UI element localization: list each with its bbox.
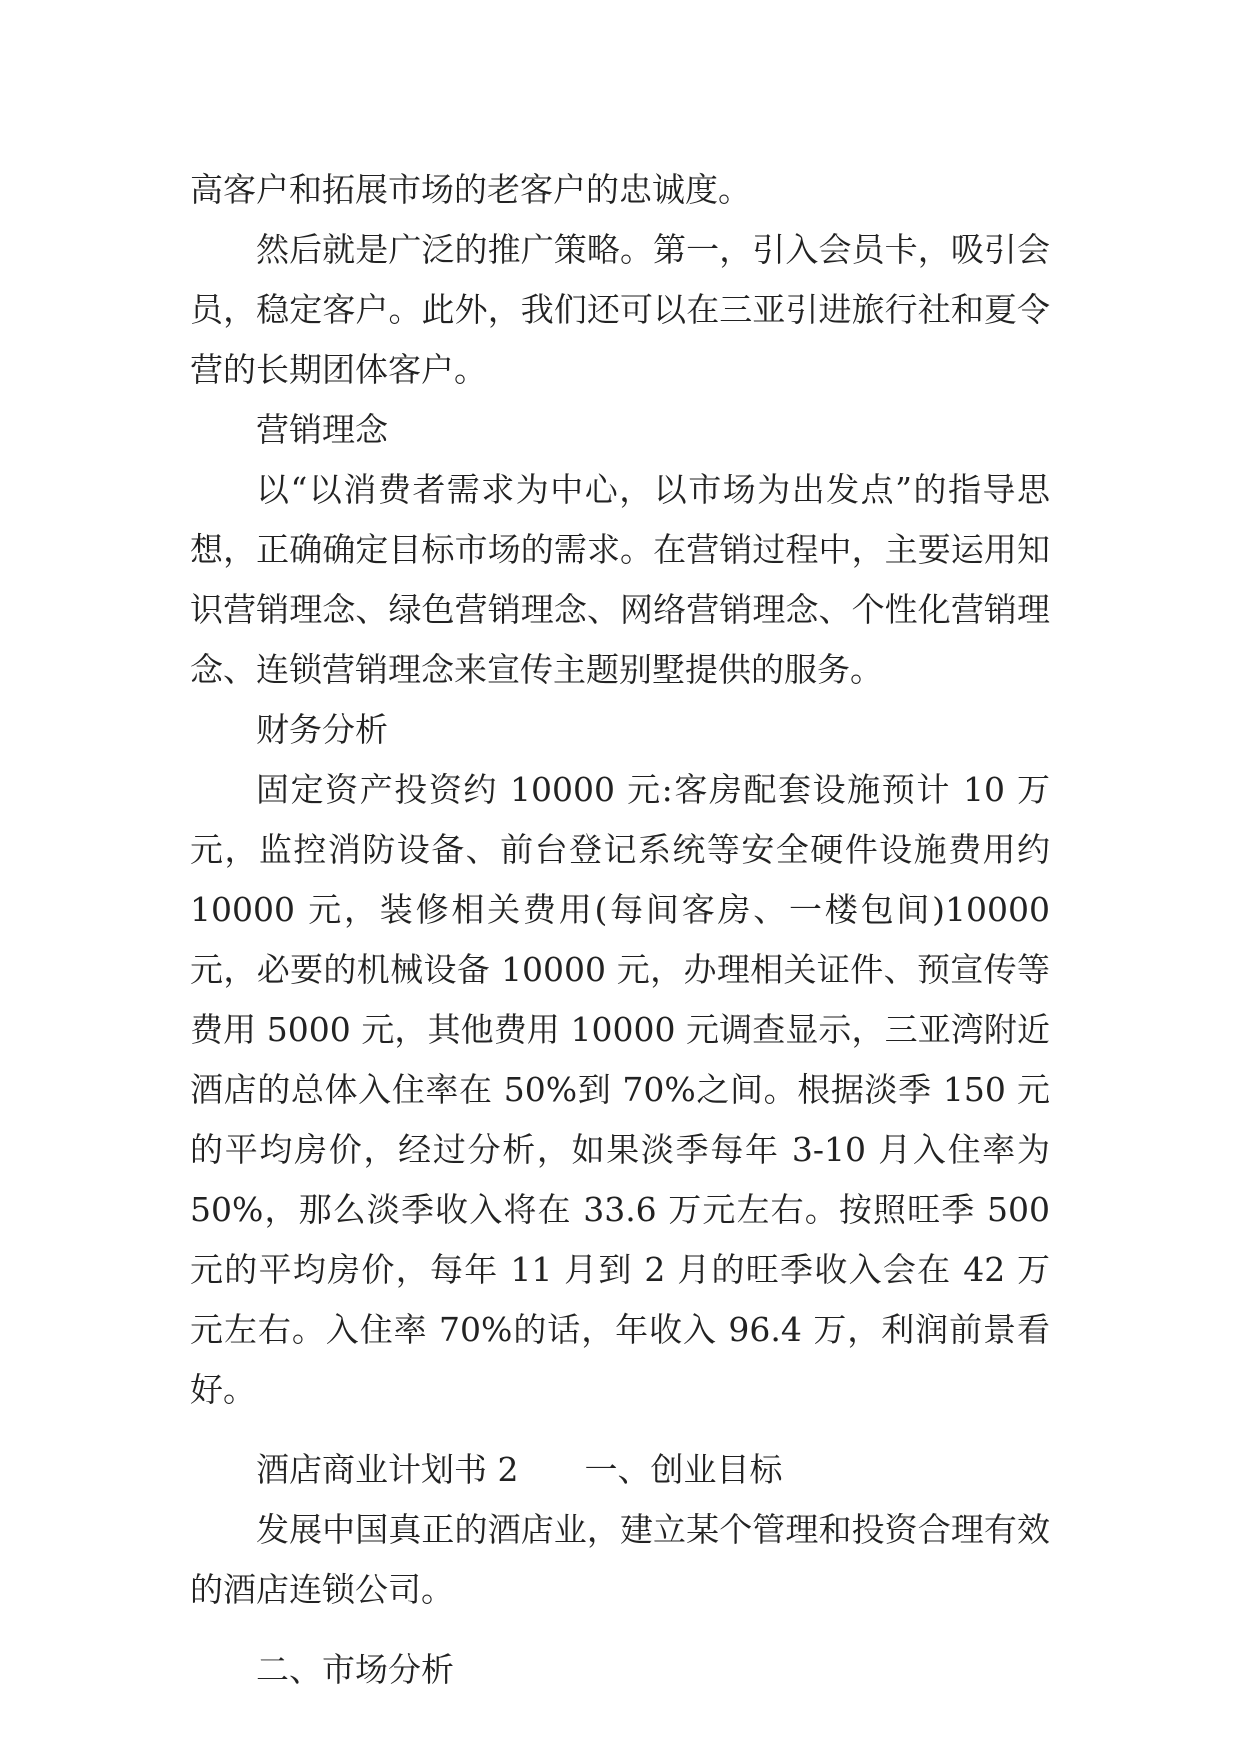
heading-financial-analysis: 财务分析 [256, 710, 388, 749]
heading-business-plan-2: 酒店商业计划书 2 一、创业目标 [256, 1450, 783, 1489]
heading-market-analysis: 二、市场分析 [256, 1650, 454, 1689]
paragraph-loyalty-continuation: 高客户和拓展市场的老客户的忠诚度。 [190, 170, 751, 209]
paragraph-business-goal: 发展中国真正的酒店业，建立某个管理和投资合理有效的酒店连锁公司。 [190, 1510, 1050, 1609]
paragraph-marketing-concept: 以“以消费者需求为中心，以市场为出发点”的指导思想，正确确定目标市场的需求。在营销过程中，主要运用知识营销理念、绿色营销理念、网络营销理念、个性化营销理念、连锁营销理念来宣传主题别墅提供的服务。 [190, 470, 1050, 689]
paragraph-financial-analysis: 固定资产投资约 10000 元:客房配套设施预计 10 万元，监控消防设备、前台登记系统等安全硬件设施费用约 10000 元，装修相关费用(每间客房、一楼包间)10000 元，必要的机械设备 10000 元，办理相关证件、预宣传等费用 5000 元，其他费用 10000 元调查显示，三亚湾附近酒店的总体入住率在 50%到 70%之间。根据淡季 150 元的平均房价，经过分析，如果淡季每年 3-10 月入住率为 50%，那么淡季收入将在 33.6 万元左右。按照旺季 500 元的平均房价，每年 11 月到 2 月的旺季收入会在 42 万元左右。入住率 70%的话，年收入 96.4 万，利润前景看好。 [190, 770, 1050, 1409]
paragraph-promotion-strategy: 然后就是广泛的推广策略。第一，引入会员卡，吸引会员，稳定客户。此外，我们还可以在三亚引进旅行社和夏令营的长期团体客户。 [190, 230, 1050, 389]
document-body [190, 160, 1050, 1700]
heading-marketing-concept: 营销理念 [256, 410, 388, 449]
